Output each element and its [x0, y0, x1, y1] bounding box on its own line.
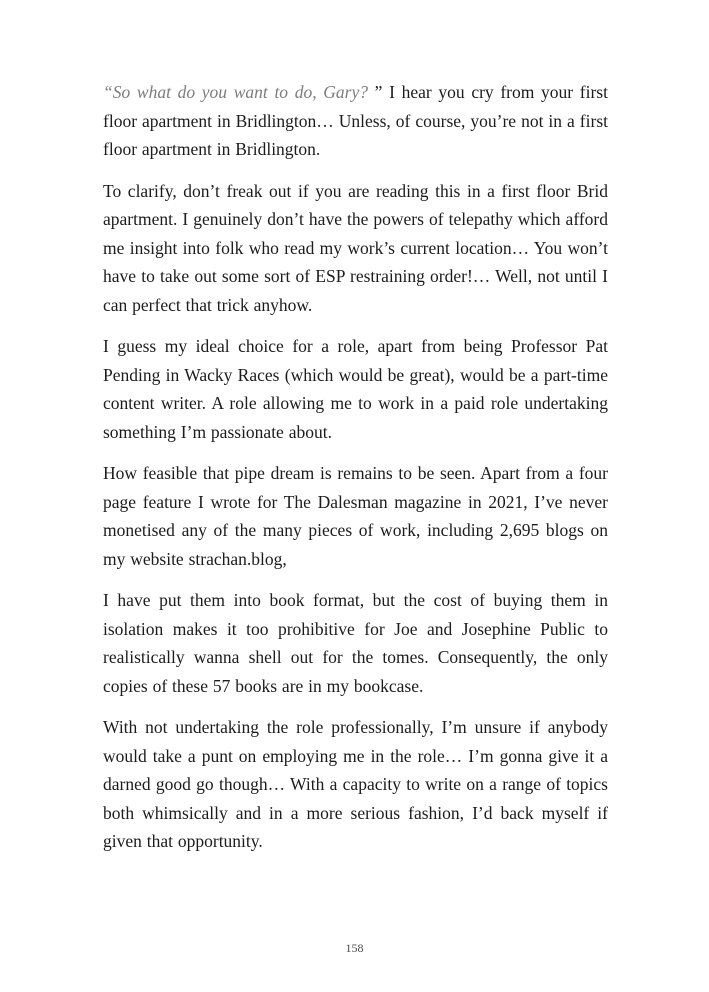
- paragraph: With not undertaking the role professionally, I’m unsure if anybody would take a punt on employing me in the role… I’m gonna give it a darned good go though… With a capacity to write on a range of topics both whimsically and in a more serious fashion, I’d back myself if given that opportunity.: [103, 717, 608, 851]
- paragraph: How feasible that pipe dream is remains to be seen. Apart from a four page feature I wrote for The Dalesman magazine in 2021, I’ve never monetised any of the many pieces of work, including 2,695 blogs on my website strachan.blog,: [103, 463, 608, 569]
- paragraph-text: ” I hear you cry from your first floor apartment in Bridlington… Unless, of course, you’re not in a first floor apartment in Bridlington.: [103, 82, 608, 159]
- paragraph: To clarify, don’t freak out if you are reading this in a first floor Brid apartment. I genuinely don’t have the powers of telepathy which afford me insight into folk who read my work’s current location… You won’t have to take out some sort of ESP restraining order!… Well, not until I can perfect that trick anyhow.: [103, 180, 608, 315]
- italic-quote: “So what do you want to do, Gary?: [103, 82, 375, 102]
- paragraph-opening: [103, 78, 608, 164]
- page-content: [103, 78, 608, 869]
- paragraph: I guess my ideal choice for a role, apart from being Professor Pat Pending in Wacky Races (which would be great), would be a part-time content writer. A role allowing me to work in a paid role undertaking something I’m passionate about.: [103, 336, 608, 442]
- page-number: 158: [345, 941, 364, 955]
- paragraph: I have put them into book format, but the cost of buying them in isolation makes it too prohibitive for Joe and Josephine Public to realistically wanna shell out for the tomes. Consequently, the only copies of these 57 books are in my bookcase.: [103, 590, 608, 696]
